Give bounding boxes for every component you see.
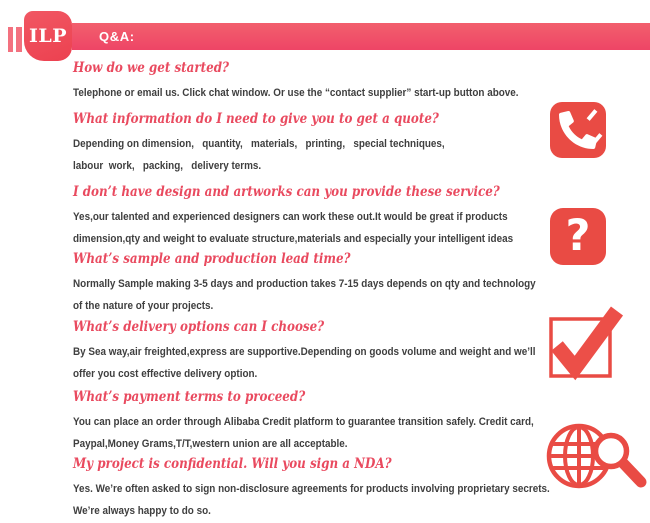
answer-line: Paypal,Money Grams,T/T,western union are all acceptable. xyxy=(73,438,348,450)
answer-line: Telephone or email us. Click chat window. Or use the “contact supplier” start-up button above. xyxy=(73,87,519,99)
question-heading: What’s payment terms to proceed? xyxy=(73,389,306,405)
answer-line: Normally Sample making 3-5 days and production takes 7-15 days depends on qty and technology xyxy=(73,278,536,290)
accent-bar xyxy=(16,27,22,52)
answer-line: dimension,qty and weight to evaluate structure,materials and especially your intelligent ideas xyxy=(73,233,514,245)
qa-item xyxy=(73,182,633,250)
answer-line: You can place an order through Alibaba Credit platform to guarantee transition safely. Credit card, xyxy=(73,416,534,428)
answer-line: Depending on dimension, quantity, materials, printing, special techniques, xyxy=(73,138,445,150)
answer xyxy=(73,411,577,455)
question-heading: I don’t have design and artworks can you provide these service? xyxy=(73,184,500,200)
qa-item xyxy=(73,109,633,177)
question-heading: What’s delivery options can I choose? xyxy=(73,319,325,335)
logo-text: ILP xyxy=(28,25,68,47)
qa-item xyxy=(73,58,633,104)
answer xyxy=(73,206,577,250)
answer-line: of the nature of your projects. xyxy=(73,300,214,312)
checked-checkbox-icon xyxy=(544,305,624,381)
answer-line: Yes,our talented and experienced designers can work these out.It would be great if products xyxy=(73,211,508,223)
question-heading: What’s sample and production lead time? xyxy=(73,251,351,267)
question-heading: My project is confidential. Will you sign a NDA? xyxy=(73,456,392,472)
answer-line: labour work, packing, delivery terms. xyxy=(73,160,262,172)
company-logo xyxy=(24,11,72,61)
question-heading: What information do I need to give you to get a quote? xyxy=(73,111,439,127)
page-title: Q&A: xyxy=(99,29,135,44)
answer xyxy=(73,341,577,385)
globe-search-icon xyxy=(546,420,648,495)
answer-line: Yes. We’re often asked to sign non-disclosure agreements for products involving proprietary secrets. xyxy=(73,483,550,495)
question-heading: How do we get started? xyxy=(73,60,230,76)
answer xyxy=(73,133,577,177)
answer-line: offer you cost effective delivery option. xyxy=(73,368,258,380)
answer-line: We’re always happy to do so. xyxy=(73,505,211,517)
section-header-bar xyxy=(72,23,650,50)
answer xyxy=(73,273,577,317)
answer xyxy=(73,82,577,104)
answer-line: By Sea way,air freighted,express are supportive.Depending on goods volume and weight and we’ll xyxy=(73,346,536,358)
question-mark-glyph: ? xyxy=(565,211,591,261)
question-mark-icon xyxy=(550,208,606,265)
accent-bar xyxy=(8,27,13,52)
phone-icon xyxy=(550,102,606,158)
answer xyxy=(73,478,577,522)
